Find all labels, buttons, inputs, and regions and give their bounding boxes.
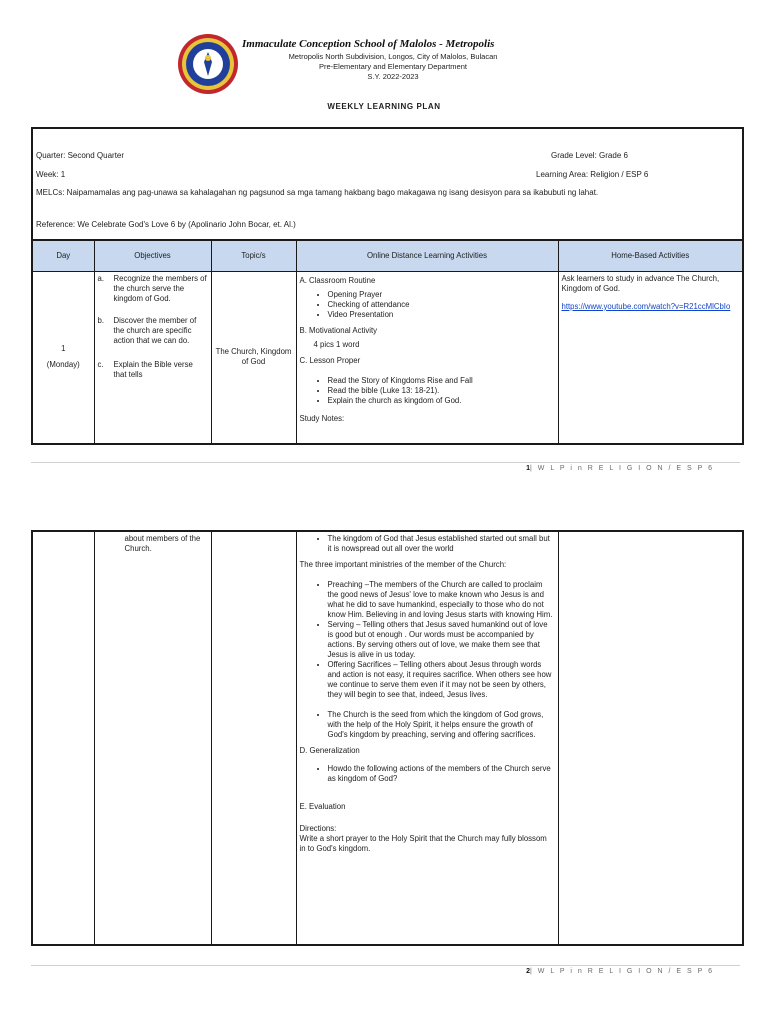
- list-item: • Serving – Telling others that Jesus saved humankind out of love is good but ot enough . Our words must be accompanied by actions. By serving others out of love, we make them see that Jesus is alive in us today.: [328, 620, 555, 660]
- list-item: • Video Presentation: [328, 310, 555, 320]
- online-activities-cell: [296, 272, 558, 444]
- list-item: • Preaching –The members of the Church are called to proclaim the good news of Jesus' love to make known who Jesus is and what he did to save humankind, especially to those who do not know Him. Believing in and loving Jesus starts with knowing Him.: [328, 580, 555, 620]
- online-activities-cell-continued: [296, 531, 558, 945]
- home-activities-cell: [558, 272, 743, 444]
- ministries-list: [300, 580, 555, 740]
- objective-c-continued: about members of the Church.: [94, 531, 211, 945]
- col-header-objectives: Objectives: [94, 240, 211, 272]
- objective-b: b. Discover the member of the church are specific action that we can do.: [97, 316, 197, 345]
- objective-a: a. Recognize the members of the church serve the kingdom of God.: [97, 274, 207, 303]
- routine-list: [300, 290, 555, 320]
- directions-text: Write a short prayer to the Holy Spirit that the Church may fully blossom in to God's kingdom.: [299, 834, 547, 853]
- list-item: • Howdo the following actions of the members of the Church serve as kingdom of God?: [328, 764, 555, 784]
- section-d-title: D. Generalization: [299, 746, 360, 755]
- youtube-link[interactable]: https://www.youtube.com/watch?v=R21ccMlCbIo: [561, 302, 731, 311]
- ministries-title: The three important ministries of the member of the Church:: [299, 560, 507, 569]
- section-e-title: E. Evaluation: [299, 802, 346, 811]
- notes-list: [300, 534, 555, 554]
- study-notes-label: Study Notes:: [299, 414, 345, 423]
- list-item: • Checking of attendance: [328, 300, 555, 310]
- learning-area-text: Learning Area: Religion / ESP 6: [536, 170, 649, 179]
- week-text: Week: 1: [36, 170, 66, 179]
- col-header-day: Day: [32, 240, 94, 272]
- footer-divider: [31, 462, 740, 463]
- generalization-list: [300, 764, 555, 784]
- topic-cell-continued: [211, 531, 296, 945]
- home-activity-text: Ask learners to study in advance The Church, Kingdom of God.: [561, 274, 720, 293]
- department: Pre-Elementary and Elementary Department: [319, 62, 467, 71]
- school-name: Immaculate Conception School of Malolos - Metropolis: [242, 38, 495, 50]
- objective-c: c. Explain the Bible verse that tells: [97, 360, 193, 379]
- melcs-text: MELCs: Naipamamalas ang pag-unawa sa kahalagahan ng pagsunod sa mga tamang hakbang bago makagawa ng isang desisyon para sa ikabubuti ng lahat.: [36, 188, 599, 197]
- footer-divider: [31, 965, 740, 966]
- objectives-cell: [94, 272, 211, 444]
- section-b-title: B. Motivational Activity: [299, 326, 378, 335]
- page-footer-1: 1| W L P i n R E L I G I O N / E S P 6: [526, 465, 714, 472]
- directions-label: Directions:: [299, 824, 337, 833]
- day-cell: [32, 272, 94, 444]
- list-item: • The kingdom of God that Jesus established started out small but it is nowspread out all over the world: [328, 534, 555, 554]
- topic-cell: The Church, Kingdom of God: [211, 272, 296, 444]
- school-seal-icon: [176, 32, 240, 96]
- list-item: • Read the bible (Luke 13: 18-21).: [328, 386, 555, 396]
- grade-level-text: Grade Level: Grade 6: [551, 151, 628, 160]
- reference-text: Reference: We Celebrate God's Love 6 by (Apolinario John Bocar, et. Al.): [36, 220, 296, 229]
- day-number: 1: [61, 344, 66, 354]
- col-header-topics: Topic/s: [211, 240, 296, 272]
- quarter-text: Quarter: Second Quarter: [36, 151, 125, 160]
- page-title: WEEKLY LEARNING PLAN: [327, 102, 441, 111]
- list-item: • Read the Story of Kingdoms Rise and Fall: [328, 376, 555, 386]
- info-box: [31, 127, 744, 241]
- lesson-list: [300, 376, 555, 406]
- table-row: [32, 531, 743, 945]
- col-header-home: Home-Based Activities: [558, 240, 743, 272]
- list-item: • Explain the church as kingdom of God.: [328, 396, 555, 406]
- plan-table-page-2: [31, 530, 744, 946]
- motivational-text: 4 pics 1 word: [313, 340, 360, 349]
- page-footer-2: 2| W L P i n R E L I G I O N / E S P 6: [526, 968, 714, 975]
- list-item: • Offering Sacrifices – Telling others about Jesus through words and action is not easy, it requires sacrifice. When others see how we continue to serve them even if it may not be seen by others, they will begin to see that, indeed, Jesus lives.: [328, 660, 555, 700]
- school-year: S.Y. 2022-2023: [367, 72, 419, 81]
- day-name: (Monday): [46, 360, 80, 370]
- home-activities-cell-continued: [558, 531, 743, 945]
- school-address: Metropolis North Subdivision, Longos, City of Malolos, Bulacan: [288, 52, 498, 61]
- list-item: • Opening Prayer: [328, 290, 555, 300]
- plan-table-page-1: [31, 239, 744, 445]
- list-item: • The Church is the seed from which the kingdom of God grows, with the help of the Holy Spirit, it helps ensure the growth of God's kingdom by preaching, serving and offering sacrifices.: [328, 710, 555, 740]
- day-cell-continued: [32, 531, 94, 945]
- section-c-title: C. Lesson Proper: [299, 356, 361, 365]
- col-header-online: Online Distance Learning Activities: [296, 240, 558, 272]
- table-row: [32, 272, 743, 444]
- document-header: [0, 32, 768, 102]
- table-header-row: [32, 240, 743, 272]
- section-a-title: A. Classroom Routine: [299, 276, 376, 285]
